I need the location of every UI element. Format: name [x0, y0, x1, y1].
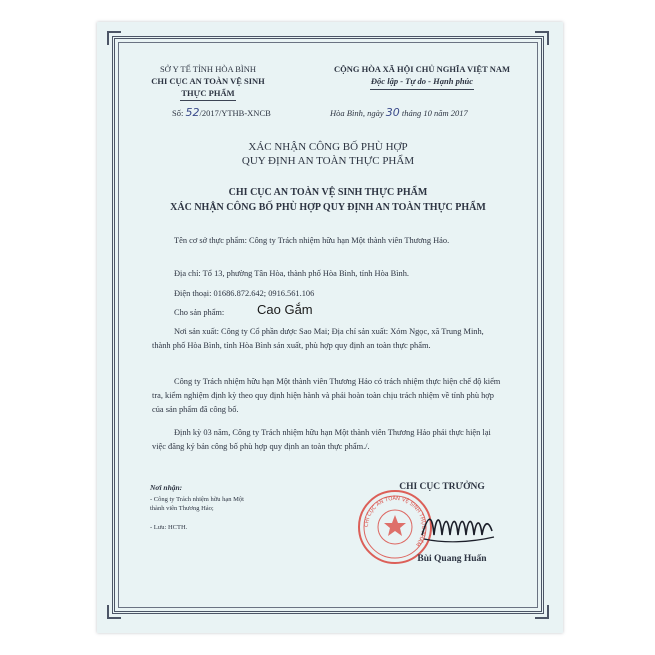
- border-corner-ornament: [535, 605, 549, 619]
- facility-address: Địa chỉ: Tổ 13, phường Tân Hòa, thành phố Hòa Bình, tỉnh Hòa Bình.: [174, 269, 409, 278]
- signatory-title: CHI CỤC TRƯỞNG: [399, 482, 485, 492]
- document-number-suffix: /2017/YTHB-XNCB: [199, 108, 271, 118]
- document-number-handwritten: 52: [185, 106, 200, 119]
- periodic-renewal-clause: Định kỳ 03 năm, Công ty Trách nhiệm hữu hạn Một thành viên Thương Hảo phải thực hiện lại việc đăng ký bản công bố phù hợp quy định an toàn thực phẩm./.: [152, 428, 491, 451]
- document-title-line1: XÁC NHẬN CÔNG BỐ PHÙ HỢP: [248, 141, 408, 153]
- issue-date-prefix: Hòa Bình, ngày: [330, 108, 384, 118]
- nation-title: CỘNG HÒA XÃ HỘI CHỦ NGHĨA VIỆT NAM: [333, 64, 511, 74]
- recipient-item: - Lưu: HCTH.: [150, 524, 188, 531]
- issue-date: [330, 106, 468, 119]
- stamp-ring-text: CHI CỤC AN TOÀN VỆ SINH THỰC PHẨM: [363, 495, 427, 547]
- subtitle-line1: CHI CỤC AN TOÀN VỆ SINH THỰC PHẨM: [228, 187, 428, 198]
- issuer-underline: [180, 100, 236, 101]
- national-motto: Độc lập - Tự do - Hạnh phúc: [370, 76, 474, 86]
- document-number: [172, 106, 271, 119]
- issue-date-suffix: tháng 10 năm 2017: [401, 108, 468, 118]
- issue-date-day: 30: [385, 106, 400, 119]
- subtitle-line2: XÁC NHẬN CÔNG BỐ PHÙ HỢP QUY ĐỊNH AN TOÀN THỰC PHẨM: [170, 202, 486, 213]
- border-corner-ornament: [107, 605, 121, 619]
- responsibility-clause: Công ty Trách nhiệm hữu hạn Một thành viên Thương Hảo có trách nhiệm thực hiện chế độ kiểm tra, kiểm nghiệm định kỳ theo quy định hiện hành và phải hoàn toàn chịu trách nhiệm về tính phù hợp của sản phẩm đã công bố.: [152, 377, 501, 414]
- recipients-heading: Nơi nhận:: [150, 483, 183, 492]
- issuer-agency-line1: CHI CỤC AN TOÀN VỆ SINH: [151, 76, 265, 86]
- handwritten-signature: [418, 505, 498, 547]
- product-name: Cao Gắm: [257, 302, 313, 317]
- issuer-agency-line2: THỰC PHẨM: [181, 88, 235, 98]
- motto-underline: [370, 89, 474, 90]
- facility-phone: Điện thoại: 01686.872.642; 0916.561.106: [174, 289, 315, 298]
- production-info: Nơi sản xuất: Công ty Cổ phần dược Sao Mai; Địa chỉ sản xuất: Xóm Ngọc, xã Trung Minh, thành phố Hòa Bình, tỉnh Hòa Bình sản xuất, phù hợp quy định an toàn thực phẩm.: [152, 327, 484, 350]
- facility-name: Tên cơ sở thực phẩm: Công ty Trách nhiệm hữu hạn Một thành viên Thương Hảo.: [174, 236, 450, 245]
- product-label: Cho sản phẩm:: [174, 308, 225, 317]
- document-title-line2: QUY ĐỊNH AN TOÀN THỰC PHẨM: [241, 155, 415, 167]
- document-number-prefix: Số:: [172, 108, 184, 118]
- issuer-department: SỞ Y TẾ TỈNH HÒA BÌNH: [159, 64, 257, 74]
- border-corner-ornament: [535, 31, 549, 45]
- border-corner-ornament: [107, 31, 121, 45]
- recipient-item: - Công ty Trách nhiệm hữu hạn Một thành viên Thương Hảo;: [150, 496, 244, 512]
- signatory-name: Bùi Quang Huấn: [417, 554, 487, 564]
